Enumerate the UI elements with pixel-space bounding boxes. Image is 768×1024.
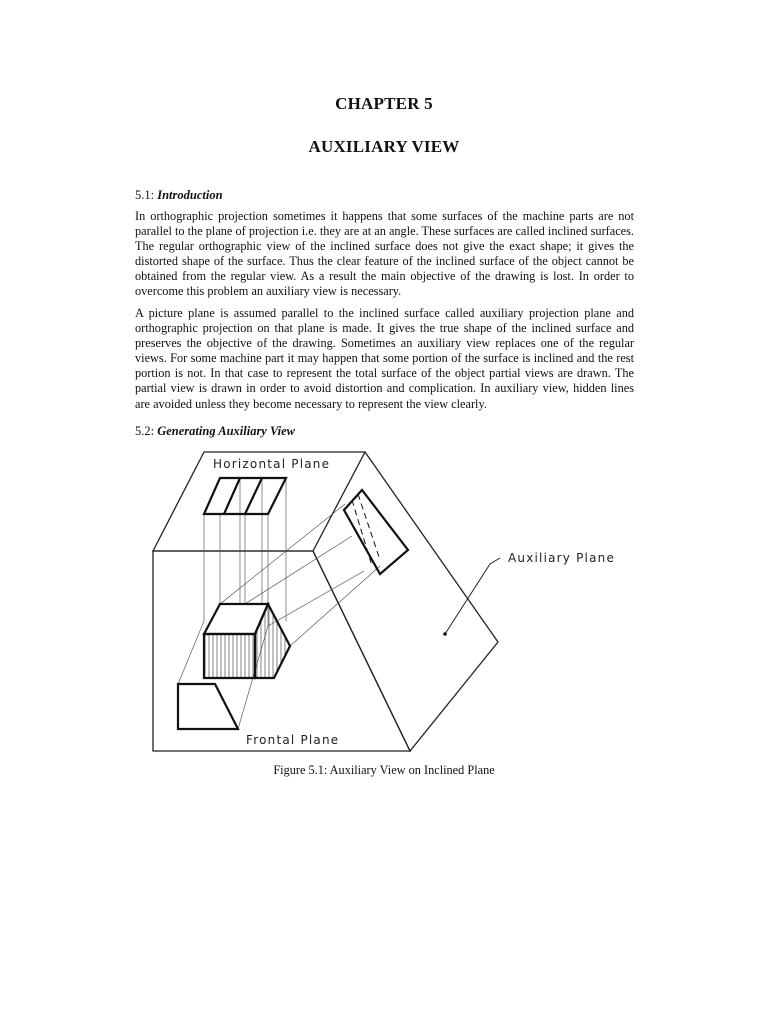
section-number: 5.1: [135, 188, 158, 202]
chapter-subtitle: AUXILIARY VIEW [308, 137, 460, 156]
chapter-title: CHAPTER 5 [335, 94, 433, 113]
auxiliary-plane-label: Auxiliary Plane [508, 551, 616, 565]
auxiliary-view-figure [140, 446, 630, 756]
section-title: Introduction [157, 188, 223, 202]
section-heading-generating-auxiliary-view [135, 424, 295, 439]
section-heading-introduction [135, 188, 223, 203]
horizontal-plane-label: Horizontal Plane [213, 457, 331, 471]
frontal-plane-label: Frontal Plane [246, 733, 340, 747]
figure-caption: Figure 5.1: Auxiliary View on Inclined Plane [273, 763, 495, 777]
paragraph-intro-2: A picture plane is assumed parallel to the inclined surface called auxiliary projection plane and orthographic projection on that plane is made. It gives the true shape of the inclined surface and preserves the objective of the drawing. Sometimes an auxiliary view replaces one of the regular views. For some machine part it may happen that some portion of the surface is inclined and the rest portion is not. In that case to represent the total surface of the object partial views are drawn. The partial view is drawn in order to avoid distortion and complication. In auxiliary view, hidden lines are avoided unless they become necessary to represent the view clearly. [135, 306, 634, 411]
section-number: 5.2: [135, 424, 158, 438]
paragraph-intro-1: In orthographic projection sometimes it happens that some surfaces of the machine parts are not parallel to the plane of projection i.e. they are at an angle. These surfaces are called inclined surfaces. The regular orthographic view of the inclined surface does not give the exact shape; it gives the distorted shape of the surface. Thus the clear feature of the inclined surface of the object cannot be obtained from the regular view. As a result the main objective of the drawing is lost. In order to overcome this problem an auxiliary view is necessary. [135, 209, 634, 299]
section-title: Generating Auxiliary View [157, 424, 295, 438]
projection-diagram [140, 446, 630, 756]
